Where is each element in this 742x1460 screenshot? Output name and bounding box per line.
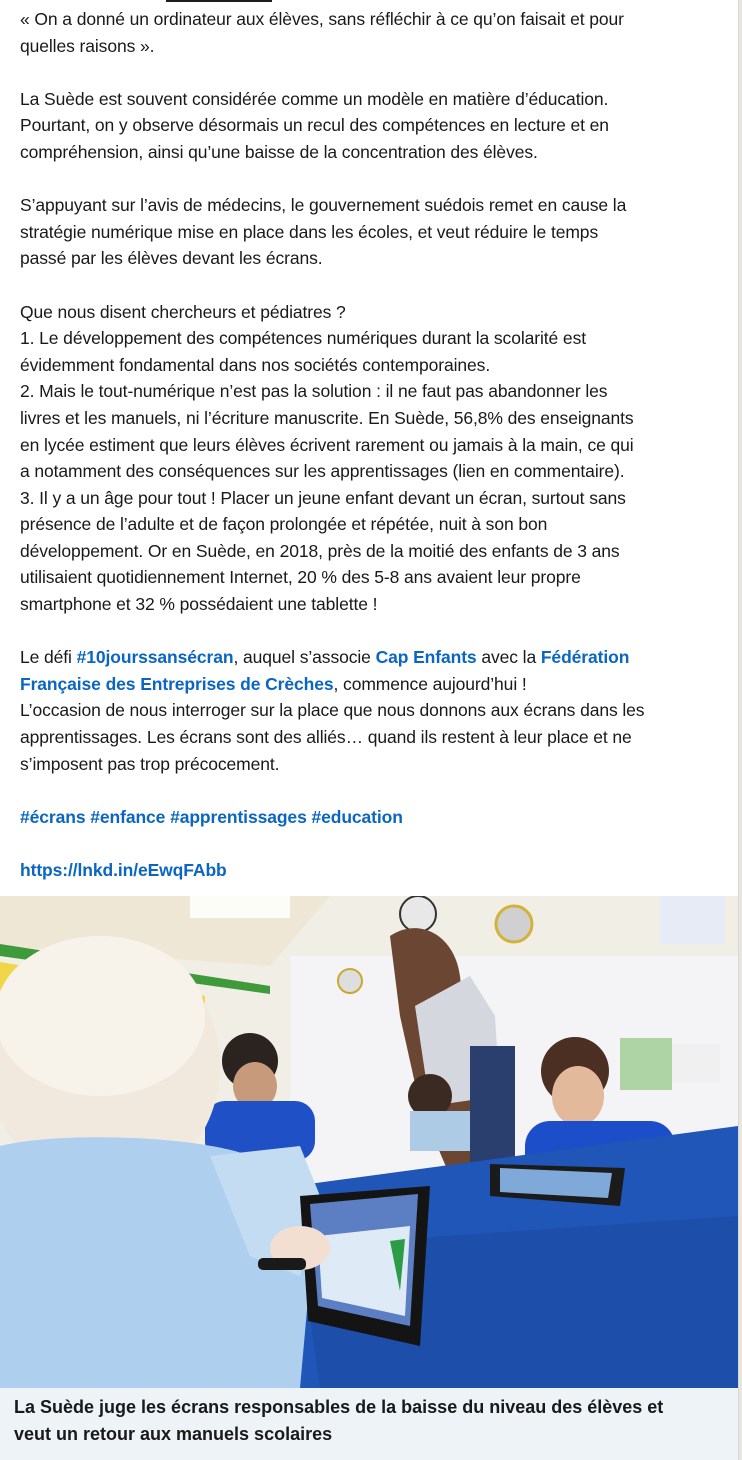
text-line: livres et les manuels, ni l’écriture manuscrite. En Suède, 56,8% des enseignants <box>20 407 634 428</box>
text-line: utilisaient quotidiennement Internet, 20 % des 5-8 ans avaient leur propre <box>20 567 581 588</box>
text-line: Pourtant, on y observe désormais un recul des compétences en lecture et en <box>20 115 609 136</box>
paragraph-challenge <box>20 644 724 777</box>
text-line: développement. Or en Suède, en 2018, près de la moitié des enfants de 3 ans <box>20 540 620 561</box>
hashtag-ecrans-link[interactable]: #écrans <box>20 806 86 827</box>
text-line <box>20 671 724 698</box>
article-title[interactable] <box>0 1388 738 1460</box>
text-line: Que nous disent chercheurs et pédiatres ? <box>20 301 346 322</box>
text-line: S’appuyant sur l’avis de médecins, le gouvernement suédois remet en cause la <box>20 195 627 216</box>
paragraph-government <box>20 192 724 272</box>
text-line: s’imposent pas trop précocement. <box>20 753 280 774</box>
text-line: passé par les élèves devant les écrans. <box>20 248 323 269</box>
mention-federation-link-part1[interactable]: Fédération <box>540 647 630 668</box>
short-url-link[interactable]: https://lnkd.in/eEwqFAbb <box>20 860 227 880</box>
text-line: La Suède est souvent considérée comme un modèle en matière d’éducation. <box>20 88 609 109</box>
article-image[interactable] <box>0 896 738 1388</box>
post-text <box>20 6 724 884</box>
text-line: 1. Le développement des compétences numériques durant la scolarité est <box>20 328 586 349</box>
article-title-line: La Suède juge les écrans responsables de la baisse du niveau des élèves et <box>14 1397 664 1417</box>
text-line: « On a donné un ordinateur aux élèves, sans réfléchir à ce qu’on faisait et pour <box>20 9 624 29</box>
text-line: présence de l’adulte et de façon prolongée et répétée, nuit à son bon <box>20 514 548 535</box>
text-line: a notamment des conséquences sur les apprentissages (lien en commentaire). <box>20 461 625 482</box>
text-line <box>20 644 724 671</box>
short-link-row <box>20 857 724 884</box>
paragraph-quote <box>20 6 724 59</box>
text-line: L’occasion de nous interroger sur la place que nous donnons aux écrans dans les <box>20 700 645 721</box>
mention-federation-link-part2[interactable]: Française des Entreprises de Crèches <box>20 673 334 694</box>
mention-cap-enfants-link[interactable]: Cap Enfants <box>375 647 477 668</box>
text-line: 3. Il y a un âge pour tout ! Placer un jeune enfant devant un écran, surtout sans <box>20 487 626 508</box>
text-line: évidemment fondamental dans nos sociétés contemporaines. <box>20 354 491 375</box>
text-line: compréhension, ainsi qu’une baisse de la concentration des élèves. <box>20 141 538 162</box>
article-title-line: veut un retour aux manuels scolaires <box>14 1424 333 1444</box>
hashtag-enfance-link[interactable]: #enfance <box>90 806 166 827</box>
hashtag-education-link[interactable]: #education <box>311 806 403 827</box>
hashtag-10jourssansecran-link[interactable]: #10jourssansécran <box>76 647 234 668</box>
text-line: stratégie numérique mise en place dans les écoles, et veut réduire le temps <box>20 221 599 242</box>
text-line: en lycée estiment que leurs élèves écrivent rarement ou jamais à la main, ce qui <box>20 434 634 455</box>
hashtag-apprentissages-link[interactable]: #apprentissages <box>170 806 307 827</box>
text-line: apprentissages. Les écrans sont des alliés… quand ils restent à leur place et ne <box>20 727 632 748</box>
text-fragment: , commence aujourd’hui ! <box>333 673 527 694</box>
paragraph-researchers <box>20 299 724 618</box>
text-fragment: Le défi <box>20 647 77 668</box>
text-line: smartphone et 32 % possédaient une tablette ! <box>20 594 378 615</box>
text-line: 2. Mais le tout-numérique n’est pas la solution : il ne faut pas abandonner les <box>20 381 608 402</box>
text-fragment: avec la <box>476 647 541 668</box>
link-preview-card[interactable] <box>0 896 738 1460</box>
text-line: quelles raisons ». <box>20 35 155 56</box>
scrollbar-track[interactable] <box>738 0 742 1460</box>
text-fragment: , auquel s’associe <box>233 647 376 668</box>
active-tab-indicator <box>166 0 272 2</box>
classroom-photo-illustration <box>0 896 738 1388</box>
paragraph-sweden-model <box>20 86 724 166</box>
hashtags-row <box>20 804 724 831</box>
